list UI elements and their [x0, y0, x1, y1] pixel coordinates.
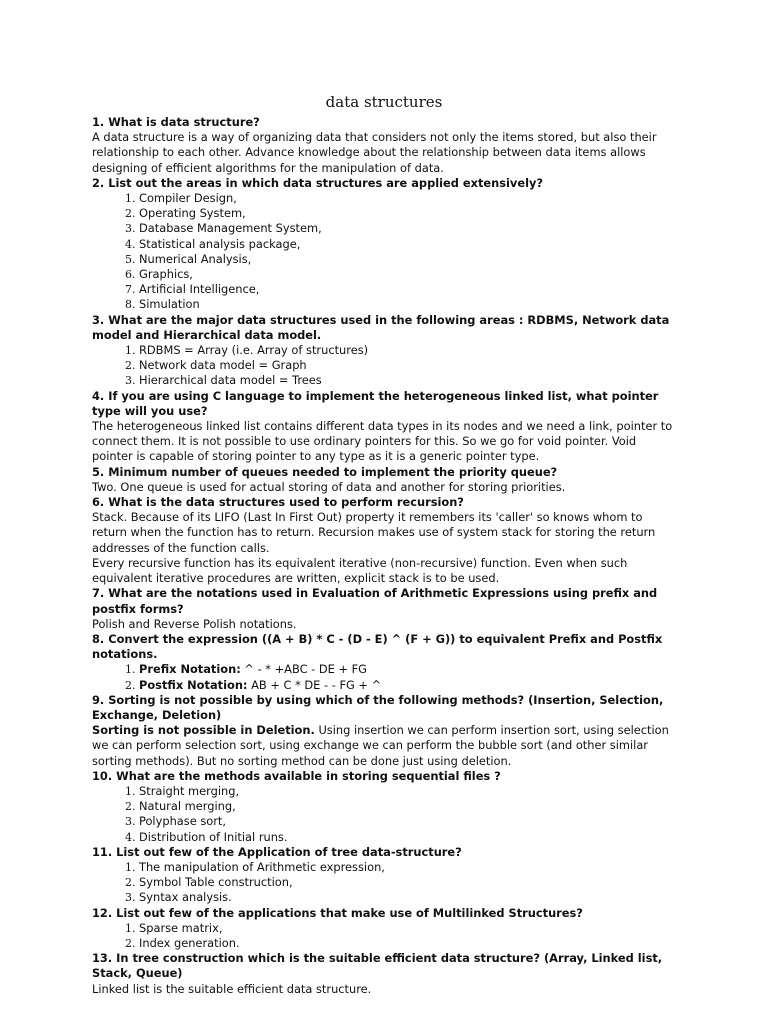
list-q8 [92, 662, 676, 692]
question-1: 1. What is data structure? [92, 115, 260, 129]
list-item: 6. Graphics, [139, 267, 676, 282]
question-4: 4. If you are using C language to implement the heterogeneous linked list, what pointer type will you use? [92, 388, 659, 418]
document-title: data structures [325, 93, 443, 111]
question-11: 11. List out few of the Application of tree data-structure? [92, 844, 462, 859]
list-item: 8. Simulation [139, 297, 676, 312]
question-9: 9. Sorting is not possible by using which of the following methods? (Insertion, Selection, Exchange, Deletion) [92, 692, 664, 722]
notation-label: Prefix Notation: [139, 662, 241, 677]
list-item: 4. Distribution of Initial runs. [139, 830, 676, 845]
list-item: 2. Network data model = Graph [139, 358, 676, 373]
notation-value: ^ - * +ABC - DE + FG [240, 662, 368, 677]
question-13: 13. In tree construction which is the suitable efficient data structure? (Array, Linked list, Stack, Queue) [92, 951, 663, 981]
list-item: 7. Artificial Intelligence, [139, 282, 676, 297]
answer-7: Polish and Reverse Polish notations. [92, 616, 297, 631]
question-10: 10. What are the methods available in storing sequential files ? [92, 768, 501, 783]
list-item: 3. Syntax analysis. [139, 890, 676, 905]
answer-5: Two. One queue is used for actual storing of data and another for storing priorities. [92, 479, 566, 494]
list-item: 1. RDBMS = Array (i.e. Array of structures) [139, 343, 676, 358]
list-item: 3. Hierarchical data model = Trees [139, 373, 676, 388]
list-q2 [92, 191, 676, 313]
list-item: 1. Straight merging, [139, 784, 676, 799]
list-item: 1. The manipulation of Arithmetic expression, [139, 860, 676, 875]
list-item: 1. Sparse matrix, [139, 921, 676, 936]
question-7: 7. What are the notations used in Evaluation of Arithmetic Expressions using prefix and postfix forms? [92, 586, 658, 616]
question-8: 8. Convert the expression ((A + B) * C - (D - E) ^ (F + G)) to equivalent Prefix and Postfix notations. [92, 631, 663, 662]
list-q10 [92, 784, 676, 845]
question-2: 2. List out the areas in which data structures are applied extensively? [92, 175, 544, 190]
notation-value: AB + C * DE - - FG + ^ [247, 677, 382, 692]
answer-6a: Stack. Because of its LIFO (Last In First Out) property it remembers its 'caller' so knows whom to return when the function has to return. Recursion makes use of system stack for storing the return addresses of the function calls. [92, 510, 656, 555]
question-3: 3. What are the major data structures used in the following areas : RDBMS, Network data model and Hierarchical data model. [92, 312, 670, 342]
question-6: 6. What is the data structures used to perform recursion? [92, 495, 464, 510]
answer-1: A data structure is a way of organizing data that considers not only the items stored, but also their relationship to each other. Advance knowledge about the relationship between data items allows designing of efficient algorithms for the manipulation of data. [92, 130, 657, 175]
list-item: 3. Polyphase sort, [139, 814, 676, 829]
list-item: 1. Compiler Design, [139, 191, 676, 206]
answer-13: Linked list is the suitable efficient data structure. [92, 981, 372, 996]
list-item: 4. Statistical analysis package, [139, 237, 676, 252]
list-q12 [92, 921, 676, 951]
list-q11 [92, 860, 676, 906]
list-item: 2. Symbol Table construction, [139, 875, 676, 890]
question-12: 12. List out few of the applications that make use of Multilinked Structures? [92, 905, 583, 920]
answer-4: The heterogeneous linked list contains different data types in its nodes and we need a link, pointer to connect them. It is not possible to use ordinary pointers for this. So we go for void pointer. Void pointer is capable of storing pointer to any type as it is a generic pointer type. [92, 419, 673, 464]
list-item: 2. Index generation. [139, 936, 676, 951]
list-q3 [92, 343, 676, 389]
list-item: 5. Numerical Analysis, [139, 252, 676, 267]
answer-6b: Every recursive function has its equivalent iterative (non-recursive) function. Even when such equivalent iterative procedures are written, explicit stack is to be used. [92, 555, 628, 586]
list-item: 2. Operating System, [139, 206, 676, 221]
answer-9 [92, 723, 676, 769]
notation-label: Postfix Notation: [139, 677, 248, 692]
question-5: 5. Minimum number of queues needed to implement the priority queue? [92, 464, 558, 479]
answer-9-rest: Using insertion we can perform insertion sort, using selection we can perform selection sort, using exchange we can perform the bubble sort (and other similar sorting methods). But no sorting method can be done just using deletion. [92, 723, 669, 768]
list-item [139, 678, 676, 693]
answer-9-bold: Sorting is not possible in Deletion. [92, 723, 315, 738]
list-item [139, 662, 676, 677]
list-item: 3. Database Management System, [139, 221, 676, 236]
list-item: 2. Natural merging, [139, 799, 676, 814]
